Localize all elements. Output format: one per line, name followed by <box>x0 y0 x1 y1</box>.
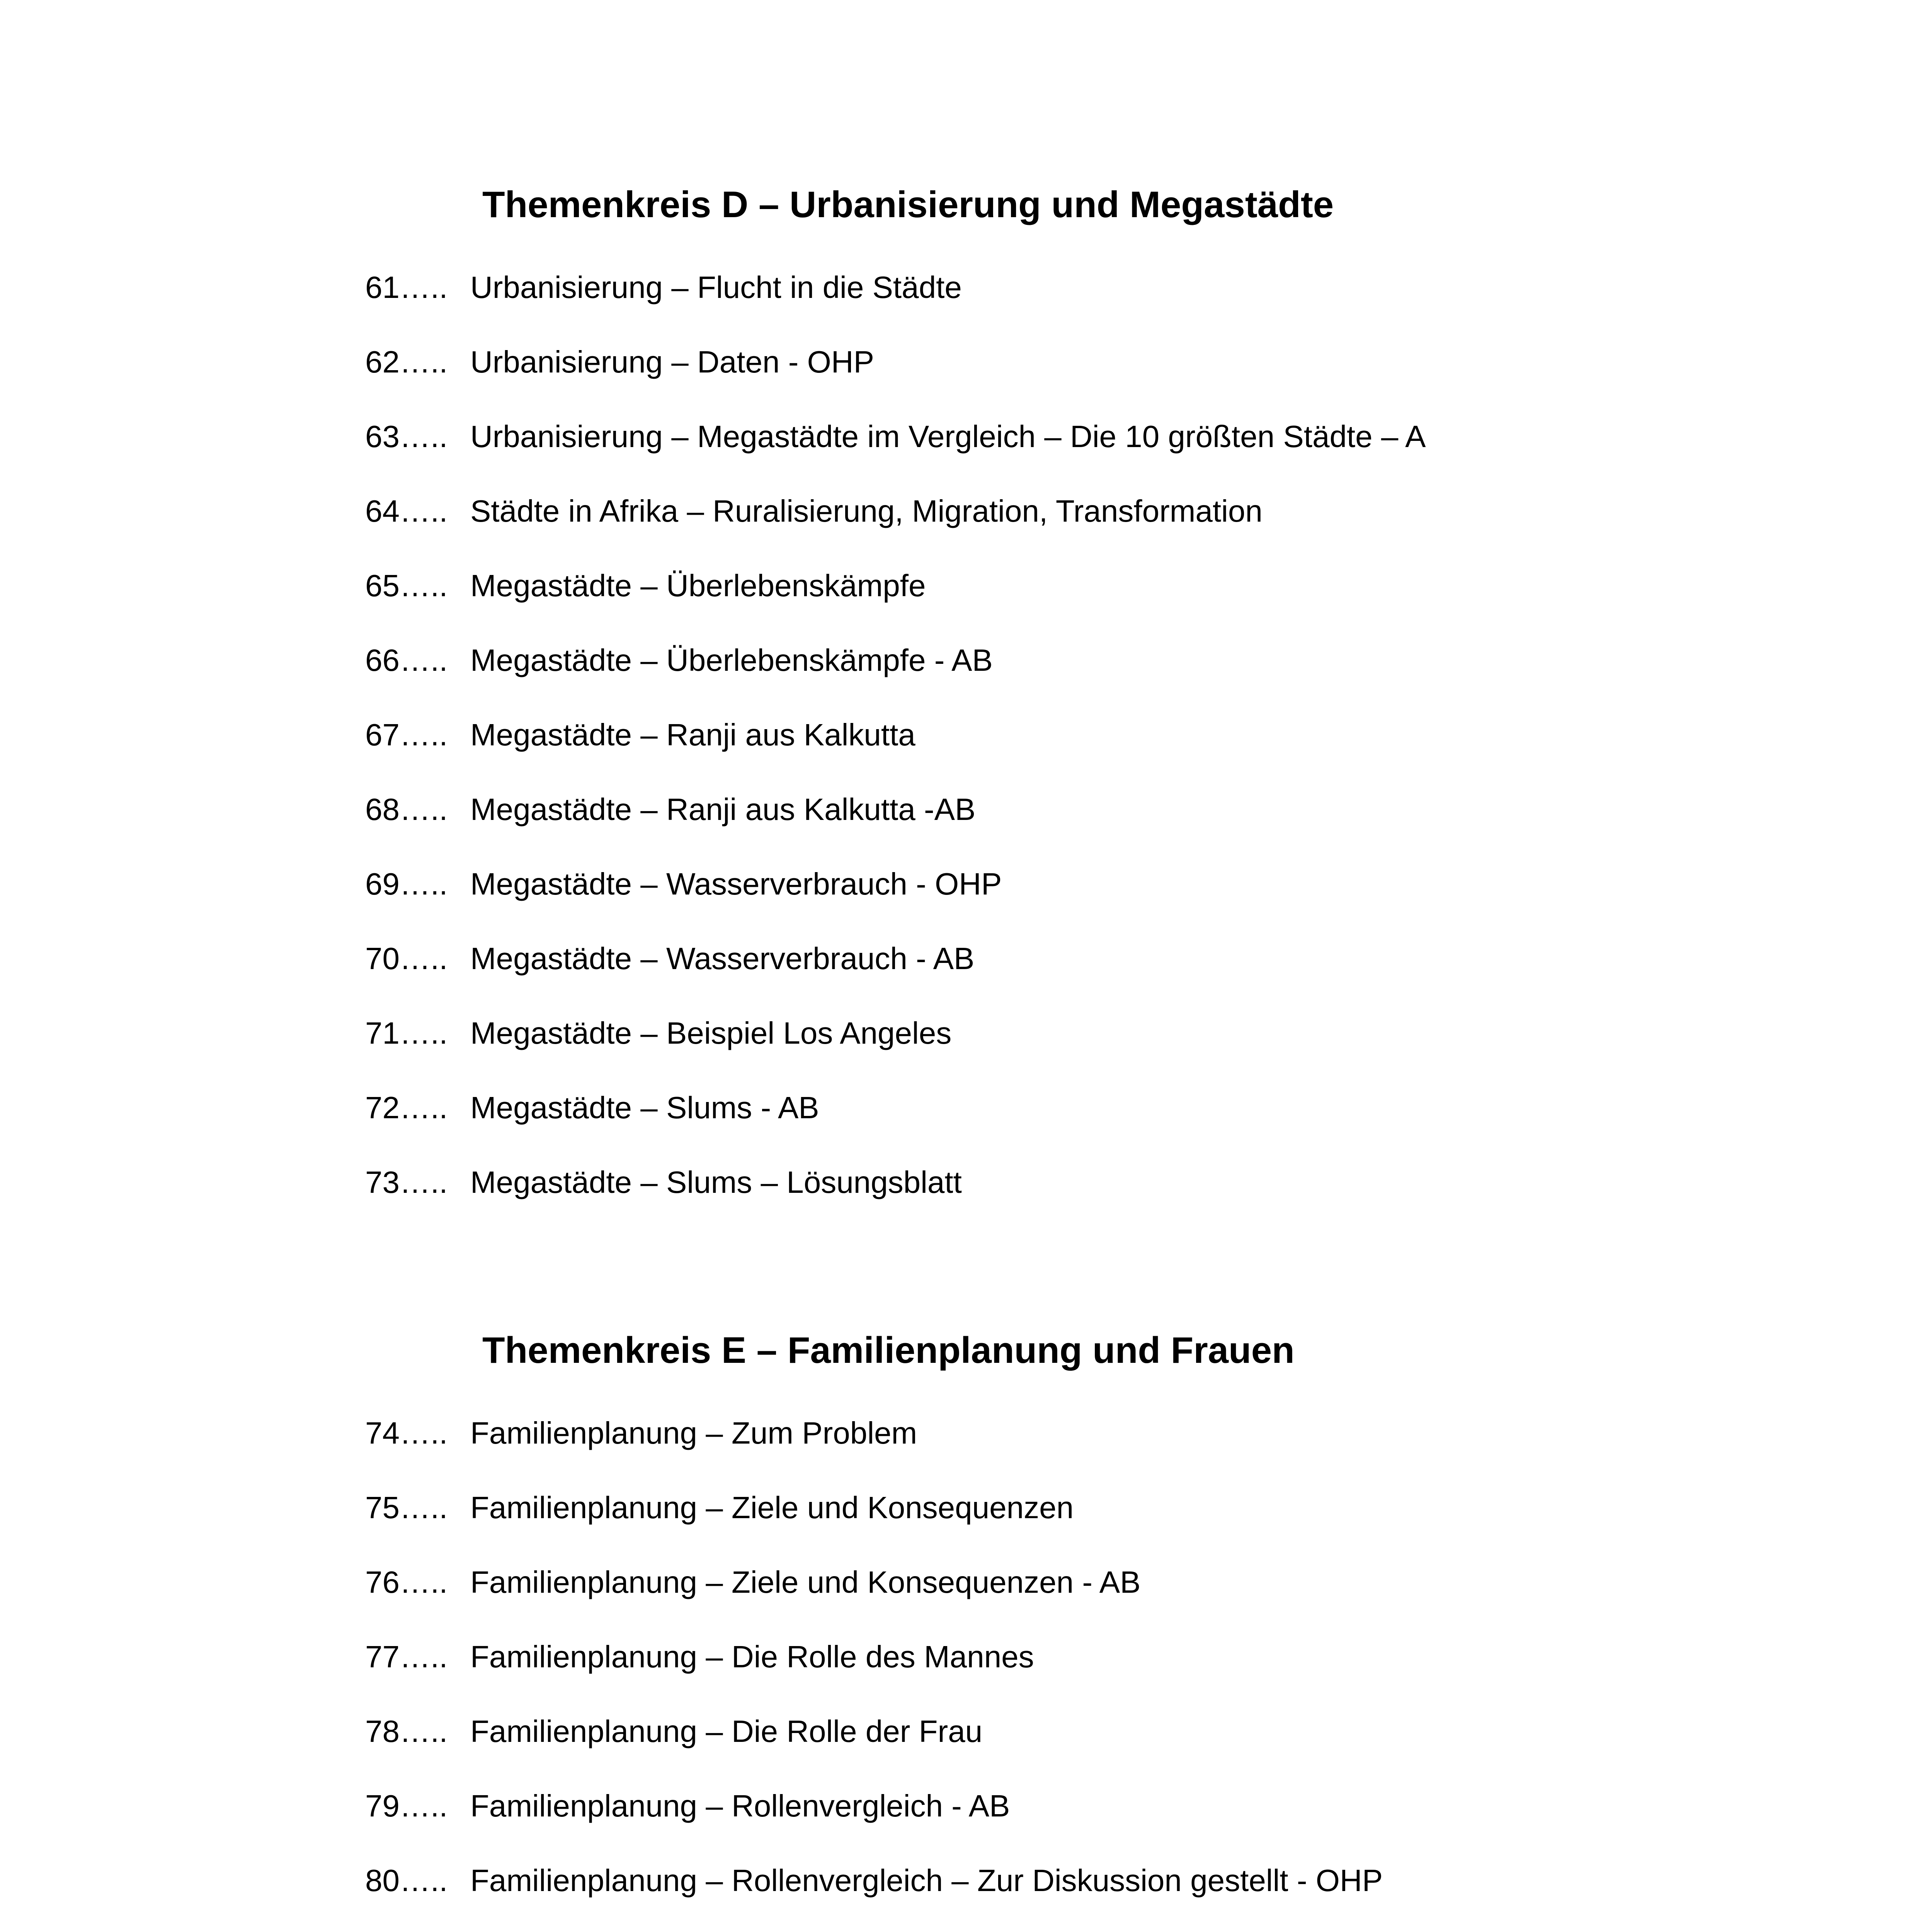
toc-entry-title: Familienplanung – Rollenvergleich – Zur Diskussion gestellt - OHP <box>470 1863 1383 1898</box>
toc-entry-number: 68….. <box>365 792 448 827</box>
toc-entry-number: 78….. <box>365 1714 448 1748</box>
toc-entry <box>0 943 1916 1018</box>
toc-entry-title: Megastädte – Überlebenskämpfe <box>470 568 926 603</box>
toc-entry <box>0 1418 1916 1492</box>
toc-entry-title: Familienplanung – Ziele und Konsequenzen - AB <box>470 1565 1141 1599</box>
toc-entry <box>0 496 1916 570</box>
toc-entry <box>0 347 1916 421</box>
toc-entry-title: Megastädte – Slums – Lösungsblatt <box>470 1165 962 1199</box>
toc-entry-title: Familienplanung – Rollenvergleich - AB <box>470 1789 1010 1823</box>
toc-entry <box>0 421 1916 496</box>
toc-entry <box>0 1716 1916 1791</box>
toc-entry <box>0 719 1916 794</box>
toc-entry <box>0 272 1916 347</box>
toc-entry-number: 74….. <box>365 1416 448 1450</box>
toc-list-d <box>0 272 1916 1242</box>
toc-entry-number: 67….. <box>365 718 448 752</box>
toc-entry-title: Megastädte – Ranji aus Kalkutta <box>470 718 915 752</box>
toc-entry-number: 62….. <box>365 345 448 379</box>
toc-entry-title: Familienplanung – Die Rolle der Frau <box>470 1714 983 1748</box>
toc-entry-title: Familienplanung – Ziele und Konsequenzen <box>470 1490 1074 1525</box>
toc-entry-title: Urbanisierung – Flucht in die Städte <box>470 270 962 304</box>
toc-entry <box>0 1167 1916 1242</box>
toc-entry-title: Megastädte – Wasserverbrauch - OHP <box>470 867 1002 901</box>
toc-entry-number: 80….. <box>365 1863 448 1898</box>
section-title-e: Themenkreis E – Familienplanung und Frauen <box>482 1330 1295 1371</box>
toc-entry-title: Megastädte – Beispiel Los Angeles <box>470 1016 952 1050</box>
toc-entry-number: 75….. <box>365 1490 448 1525</box>
toc-entry-title: Megastädte – Slums - AB <box>470 1090 819 1125</box>
toc-entry-title: Megastädte – Wasserverbrauch - AB <box>470 941 975 976</box>
toc-entry-title: Familienplanung – Die Rolle des Mannes <box>470 1639 1034 1674</box>
toc-entry <box>0 1092 1916 1167</box>
toc-entry <box>0 645 1916 719</box>
toc-list-e <box>0 1418 1916 1932</box>
toc-entry-title: Megastädte – Ranji aus Kalkutta -AB <box>470 792 976 827</box>
toc-entry-title: Städte in Afrika – Ruralisierung, Migration, Transformation <box>470 494 1263 528</box>
toc-entry-number: 69….. <box>365 867 448 901</box>
toc-entry-number: 79….. <box>365 1789 448 1823</box>
section-title-d: Themenkreis D – Urbanisierung und Megastädte <box>482 184 1334 225</box>
toc-entry-number: 73….. <box>365 1165 448 1199</box>
toc-entry <box>0 1492 1916 1567</box>
toc-entry-number: 77….. <box>365 1639 448 1674</box>
toc-entry <box>0 1791 1916 1865</box>
toc-entry-number: 66….. <box>365 643 448 677</box>
toc-entry-number: 72….. <box>365 1090 448 1125</box>
toc-entry-number: 64….. <box>365 494 448 528</box>
toc-entry-title: Urbanisierung – Megastädte im Vergleich – Die 10 größten Städte – A <box>470 419 1426 454</box>
toc-entry-title: Megastädte – Überlebenskämpfe - AB <box>470 643 993 677</box>
toc-entry-number: 61….. <box>365 270 448 304</box>
toc-entry <box>0 1641 1916 1716</box>
toc-entry-title: Familienplanung – Zum Problem <box>470 1416 917 1450</box>
toc-entry <box>0 1865 1916 1932</box>
toc-entry <box>0 570 1916 645</box>
toc-entry <box>0 869 1916 943</box>
toc-entry <box>0 1018 1916 1092</box>
toc-entry-number: 71….. <box>365 1016 448 1050</box>
toc-entry-number: 65….. <box>365 568 448 603</box>
toc-entry <box>0 1567 1916 1641</box>
toc-entry-number: 70….. <box>365 941 448 976</box>
toc-entry-number: 63….. <box>365 419 448 454</box>
toc-entry <box>0 794 1916 869</box>
toc-entry-number: 76….. <box>365 1565 448 1599</box>
toc-entry-title: Urbanisierung – Daten - OHP <box>470 345 874 379</box>
